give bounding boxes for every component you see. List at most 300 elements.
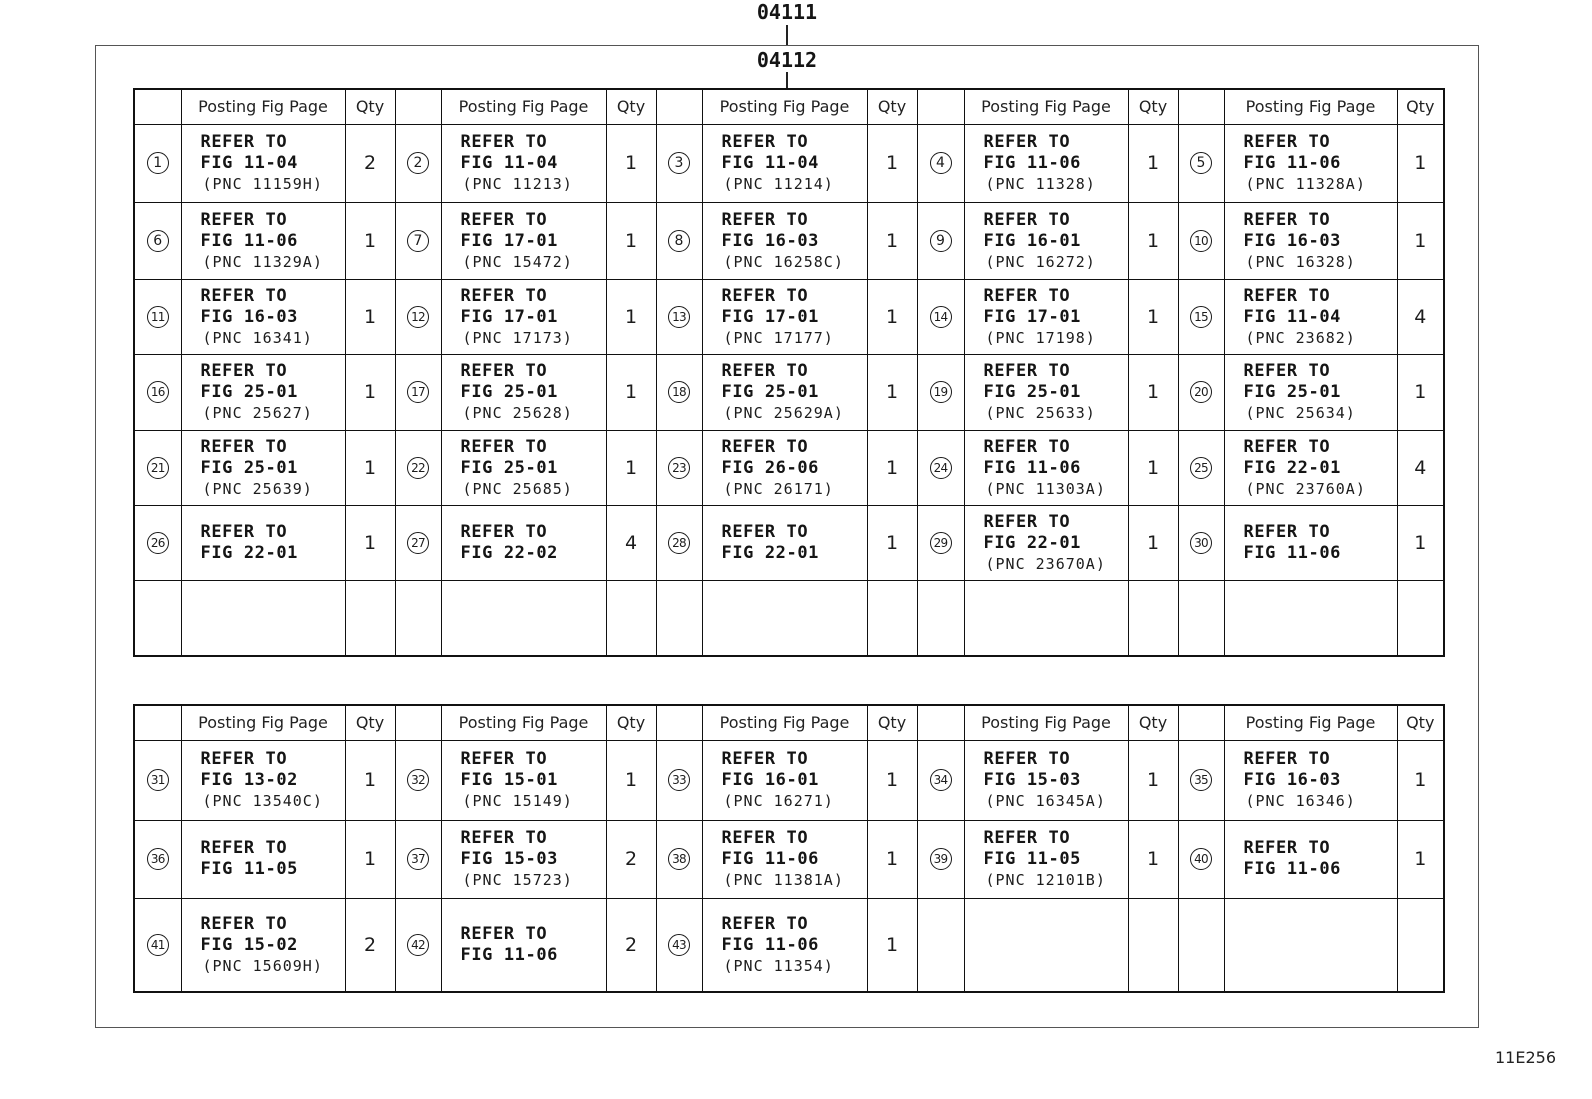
posting-reference (722, 749, 867, 811)
empty-cell (181, 580, 345, 656)
qty-cell: 1 (1128, 202, 1178, 279)
empty-cell (917, 580, 964, 656)
posting-fig-page-cell (702, 124, 867, 202)
fig-page-text: FIG 11-04 (721, 153, 820, 173)
refer-text: REFER TO (460, 521, 548, 542)
fig-page-text: FIG 25-01 (460, 382, 559, 402)
pnc-text: (PNC 11329A) (202, 252, 323, 271)
qty-cell: 1 (1128, 124, 1178, 202)
refer-text: REFER TO (460, 436, 548, 457)
refer-text: REFER TO (200, 521, 288, 542)
empty-cell (1128, 898, 1178, 992)
qty-cell: 1 (345, 202, 395, 279)
item-number-cell (134, 279, 181, 354)
item-number-cell (1178, 820, 1224, 898)
refer-text: REFER TO (1243, 521, 1331, 542)
column-header-posting-fig-page: Posting Fig Page (964, 89, 1128, 124)
column-header-posting-fig-page: Posting Fig Page (1224, 89, 1397, 124)
fig-page-text: FIG 17-01 (983, 306, 1082, 327)
posting-reference (984, 437, 1128, 499)
posting-reference (722, 437, 867, 499)
item-number-badge: 7 (407, 230, 429, 252)
item-number-badge: 1 (147, 152, 169, 174)
column-header-posting-fig-page: Posting Fig Page (964, 705, 1128, 740)
column-header-qty: Qty (345, 705, 395, 740)
fig-page-text: FIG 16-01 (721, 770, 820, 790)
item-number-cell (1178, 354, 1224, 430)
posting-fig-page-cell (441, 279, 606, 354)
fig-page-text: FIG 22-01 (983, 532, 1082, 553)
pnc-text: (PNC 11328A) (1245, 175, 1366, 193)
item-number-cell (917, 740, 964, 820)
qty-cell: 1 (1397, 820, 1444, 898)
fig-page-text: FIG 22-02 (460, 542, 559, 563)
qty-cell: 1 (867, 430, 917, 505)
pnc-text: (PNC 15609H) (202, 956, 323, 975)
pnc-text: (PNC 16258C) (723, 252, 844, 271)
item-number-cell (395, 279, 441, 354)
item-number-badge: 15 (1190, 306, 1212, 328)
fig-page-text: FIG 13-02 (200, 770, 299, 790)
item-number-badge: 10 (1190, 230, 1212, 252)
item-number-cell (656, 279, 702, 354)
column-header-posting-fig-page: Posting Fig Page (702, 89, 867, 124)
refer-text: REFER TO (460, 923, 548, 944)
column-header-index (656, 705, 702, 740)
posting-reference (1244, 210, 1397, 272)
pnc-text: (PNC 11213) (462, 175, 573, 193)
qty-cell: 1 (606, 740, 656, 820)
pnc-text: (PNC 17173) (462, 328, 573, 347)
item-number-cell (1178, 430, 1224, 505)
posting-fig-page-cell (181, 279, 345, 354)
column-header-qty: Qty (1128, 705, 1178, 740)
refer-text: REFER TO (721, 209, 809, 230)
refer-text: REFER TO (200, 361, 288, 381)
item-number-badge: 8 (668, 230, 690, 252)
pnc-text: (PNC 11381A) (723, 871, 844, 889)
refer-text: REFER TO (721, 521, 809, 542)
refer-text: REFER TO (460, 749, 548, 769)
column-header-qty: Qty (606, 89, 656, 124)
item-number-cell (917, 202, 964, 279)
table-row (134, 279, 1444, 354)
posting-fig-page-cell (702, 820, 867, 898)
pnc-text: (PNC 25639) (202, 479, 313, 498)
item-number-cell (134, 505, 181, 580)
qty-cell: 1 (606, 124, 656, 202)
pnc-text: (PNC 12101B) (985, 871, 1106, 889)
item-number-badge: 20 (1190, 381, 1212, 403)
posting-reference (461, 286, 606, 348)
empty-cell (395, 580, 441, 656)
posting-reference (461, 361, 606, 423)
item-number-badge: 27 (407, 532, 429, 554)
posting-reference (461, 749, 606, 811)
parts-table-1 (133, 88, 1445, 657)
fig-page-text: FIG 17-01 (721, 306, 820, 327)
posting-reference (461, 210, 606, 272)
posting-reference (1244, 132, 1397, 194)
pnc-text: (PNC 25633) (985, 404, 1096, 422)
fig-page-text: FIG 15-01 (460, 770, 559, 790)
posting-fig-page-cell (964, 820, 1128, 898)
posting-reference (201, 132, 345, 194)
empty-cell (656, 580, 702, 656)
refer-text: REFER TO (460, 361, 548, 381)
pnc-text: (PNC 23760A) (1245, 479, 1366, 498)
fig-page-text: FIG 15-03 (983, 770, 1082, 790)
qty-cell: 1 (867, 820, 917, 898)
posting-fig-page-cell (181, 505, 345, 580)
item-number-badge: 3 (668, 152, 690, 174)
posting-fig-page-cell (441, 124, 606, 202)
column-header-qty: Qty (606, 705, 656, 740)
posting-fig-page-cell (702, 505, 867, 580)
posting-fig-page-cell (702, 740, 867, 820)
item-number-badge: 38 (668, 848, 690, 870)
posting-fig-page-cell (181, 820, 345, 898)
item-number-cell (134, 820, 181, 898)
qty-cell: 1 (606, 279, 656, 354)
column-header-index (917, 705, 964, 740)
refer-text: REFER TO (983, 209, 1071, 230)
refer-text: REFER TO (200, 913, 288, 934)
fig-page-text: FIG 11-06 (983, 153, 1082, 173)
empty-cell (1224, 580, 1397, 656)
column-header-index (134, 705, 181, 740)
fig-page-text: FIG 11-06 (200, 230, 299, 251)
item-number-badge: 12 (407, 306, 429, 328)
posting-fig-page-cell (702, 898, 867, 992)
fig-page-text: FIG 26-06 (721, 457, 820, 478)
pnc-text: (PNC 17198) (985, 328, 1096, 347)
fig-page-text: FIG 16-03 (1243, 230, 1342, 251)
fig-page-text: FIG 16-03 (721, 230, 820, 251)
item-number-badge: 4 (930, 152, 952, 174)
refer-text: REFER TO (1243, 285, 1331, 306)
posting-reference (461, 522, 606, 564)
refer-text: REFER TO (721, 436, 809, 457)
posting-fig-page-cell (964, 740, 1128, 820)
table-row (134, 740, 1444, 820)
pnc-text: (PNC 25685) (462, 479, 573, 498)
posting-fig-page-cell (702, 279, 867, 354)
fig-page-text: FIG 25-01 (721, 382, 820, 402)
item-number-cell (395, 354, 441, 430)
group-code-04112: 04112 (756, 48, 818, 72)
qty-cell: 1 (867, 124, 917, 202)
empty-cell (964, 580, 1128, 656)
fig-page-text: FIG 11-06 (721, 849, 820, 869)
column-header-posting-fig-page: Posting Fig Page (181, 705, 345, 740)
qty-cell: 1 (867, 740, 917, 820)
item-number-badge: 9 (930, 230, 952, 252)
item-number-cell (134, 430, 181, 505)
qty-cell: 4 (606, 505, 656, 580)
posting-reference (1244, 749, 1397, 811)
item-number-badge: 17 (407, 381, 429, 403)
pnc-text: (PNC 11328) (985, 175, 1096, 193)
posting-fig-page-cell (1224, 430, 1397, 505)
empty-cell (867, 580, 917, 656)
posting-fig-page-cell (441, 820, 606, 898)
pnc-text: (PNC 26171) (723, 479, 834, 498)
item-number-badge: 34 (930, 769, 952, 791)
fig-page-text: FIG 25-01 (200, 382, 299, 402)
qty-cell: 1 (1397, 202, 1444, 279)
item-number-cell (134, 202, 181, 279)
table-row (134, 898, 1444, 992)
qty-cell: 1 (1397, 124, 1444, 202)
qty-cell: 2 (345, 124, 395, 202)
empty-cell (1178, 898, 1224, 992)
table-row (134, 430, 1444, 505)
refer-text: REFER TO (460, 285, 548, 306)
empty-cell (441, 580, 606, 656)
posting-reference (201, 914, 345, 976)
item-number-cell (134, 124, 181, 202)
item-number-badge: 13 (668, 306, 690, 328)
qty-cell: 1 (867, 354, 917, 430)
posting-fig-page-cell (181, 430, 345, 505)
posting-fig-page-cell (441, 740, 606, 820)
refer-text: REFER TO (721, 913, 809, 934)
pnc-text: (PNC 16328) (1245, 252, 1356, 271)
posting-reference (461, 437, 606, 499)
posting-fig-page-cell (181, 124, 345, 202)
qty-cell: 1 (345, 430, 395, 505)
leader-line-top (786, 25, 788, 45)
refer-text: REFER TO (1243, 361, 1331, 381)
qty-cell: 1 (1397, 740, 1444, 820)
refer-text: REFER TO (460, 828, 548, 848)
item-number-badge: 21 (147, 457, 169, 479)
item-number-badge: 24 (930, 457, 952, 479)
item-number-badge: 28 (668, 532, 690, 554)
column-header-posting-fig-page: Posting Fig Page (441, 89, 606, 124)
refer-text: REFER TO (1243, 436, 1331, 457)
pnc-text: (PNC 23670A) (985, 554, 1106, 573)
qty-cell: 1 (1128, 354, 1178, 430)
fig-page-text: FIG 15-03 (460, 849, 559, 869)
qty-cell: 2 (345, 898, 395, 992)
table-row (134, 580, 1444, 656)
item-number-cell (395, 898, 441, 992)
item-number-cell (656, 202, 702, 279)
qty-cell: 1 (606, 430, 656, 505)
item-number-badge: 5 (1190, 152, 1212, 174)
column-header-posting-fig-page: Posting Fig Page (441, 705, 606, 740)
fig-page-text: FIG 17-01 (460, 306, 559, 327)
posting-reference (984, 828, 1128, 890)
fig-page-text: FIG 11-06 (721, 934, 820, 955)
posting-fig-page-cell (1224, 202, 1397, 279)
empty-cell (1224, 898, 1397, 992)
item-number-cell (656, 505, 702, 580)
column-header-qty: Qty (1397, 89, 1444, 124)
qty-cell: 2 (606, 898, 656, 992)
pnc-text: (PNC 16271) (723, 792, 834, 810)
refer-text: REFER TO (983, 511, 1071, 532)
item-number-cell (656, 740, 702, 820)
posting-reference (984, 286, 1128, 348)
refer-text: REFER TO (721, 749, 809, 769)
qty-cell: 1 (1128, 505, 1178, 580)
posting-fig-page-cell (181, 740, 345, 820)
qty-cell: 1 (867, 505, 917, 580)
item-number-badge: 11 (147, 306, 169, 328)
fig-page-text: FIG 11-06 (1243, 859, 1342, 879)
posting-reference (201, 210, 345, 272)
pnc-text: (PNC 13540C) (202, 792, 323, 810)
fig-page-text: FIG 11-06 (1243, 542, 1342, 563)
posting-fig-page-cell (964, 202, 1128, 279)
qty-cell: 1 (1128, 740, 1178, 820)
posting-fig-page-cell (181, 354, 345, 430)
item-number-badge: 29 (930, 532, 952, 554)
item-number-badge: 43 (668, 934, 690, 956)
posting-reference (984, 512, 1128, 574)
posting-reference (722, 132, 867, 194)
fig-page-text: FIG 22-01 (1243, 457, 1342, 478)
item-number-badge: 33 (668, 769, 690, 791)
pnc-text: (PNC 11354) (723, 956, 834, 975)
posting-reference (201, 437, 345, 499)
parts-table-2 (133, 704, 1445, 993)
pnc-text: (PNC 16272) (985, 252, 1096, 271)
empty-cell (1397, 580, 1444, 656)
posting-fig-page-cell (441, 354, 606, 430)
fig-page-text: FIG 11-05 (983, 849, 1082, 869)
item-number-badge: 32 (407, 769, 429, 791)
posting-fig-page-cell (1224, 354, 1397, 430)
qty-cell: 1 (345, 505, 395, 580)
pnc-text: (PNC 23682) (1245, 328, 1356, 347)
item-number-cell (656, 124, 702, 202)
fig-page-text: FIG 16-03 (1243, 770, 1342, 790)
item-number-badge: 23 (668, 457, 690, 479)
posting-fig-page-cell (702, 430, 867, 505)
qty-cell: 1 (1128, 430, 1178, 505)
item-number-cell (917, 124, 964, 202)
refer-text: REFER TO (1243, 838, 1331, 858)
refer-text: REFER TO (983, 436, 1071, 457)
fig-page-text: FIG 16-01 (983, 230, 1082, 251)
column-header-index (395, 705, 441, 740)
item-number-badge: 26 (147, 532, 169, 554)
posting-reference (722, 914, 867, 976)
item-number-cell (656, 430, 702, 505)
pnc-text: (PNC 17177) (723, 328, 834, 347)
item-number-badge: 6 (147, 230, 169, 252)
column-header-index (917, 89, 964, 124)
empty-cell (1178, 580, 1224, 656)
column-header-index (134, 89, 181, 124)
posting-reference (1244, 437, 1397, 499)
item-number-cell (917, 505, 964, 580)
refer-text: REFER TO (983, 828, 1071, 848)
item-number-cell (395, 124, 441, 202)
posting-fig-page-cell (1224, 124, 1397, 202)
item-number-badge: 30 (1190, 532, 1212, 554)
item-number-cell (395, 430, 441, 505)
item-number-badge: 41 (147, 934, 169, 956)
qty-cell: 1 (1128, 820, 1178, 898)
item-number-badge: 35 (1190, 769, 1212, 791)
refer-text: REFER TO (1243, 749, 1331, 769)
qty-cell: 1 (867, 279, 917, 354)
item-number-cell (1178, 202, 1224, 279)
qty-cell: 1 (1397, 505, 1444, 580)
pnc-text: (PNC 25629A) (723, 404, 844, 422)
empty-cell (917, 898, 964, 992)
empty-cell (1397, 898, 1444, 992)
qty-cell: 1 (867, 202, 917, 279)
fig-page-text: FIG 25-01 (1243, 382, 1342, 402)
item-number-cell (917, 354, 964, 430)
refer-text: REFER TO (460, 209, 548, 230)
empty-cell (1128, 580, 1178, 656)
posting-reference (461, 924, 606, 966)
item-number-cell (1178, 505, 1224, 580)
column-header-posting-fig-page: Posting Fig Page (181, 89, 345, 124)
posting-fig-page-cell (1224, 820, 1397, 898)
refer-text: REFER TO (200, 749, 288, 769)
column-header-index (656, 89, 702, 124)
figure-id-label: 11E256 (1494, 1048, 1556, 1067)
item-number-badge: 16 (147, 381, 169, 403)
posting-fig-page-cell (441, 430, 606, 505)
posting-reference (984, 749, 1128, 811)
item-number-badge: 19 (930, 381, 952, 403)
posting-reference (201, 361, 345, 423)
item-number-badge: 42 (407, 934, 429, 956)
posting-reference (201, 286, 345, 348)
pnc-text: (PNC 11303A) (985, 479, 1106, 498)
posting-fig-page-cell (181, 898, 345, 992)
item-number-cell (917, 820, 964, 898)
pnc-text: (PNC 25628) (462, 404, 573, 422)
posting-reference (984, 210, 1128, 272)
posting-reference (1244, 522, 1397, 564)
posting-fig-page-cell (181, 202, 345, 279)
fig-page-text: FIG 11-06 (983, 457, 1082, 478)
item-number-badge: 22 (407, 457, 429, 479)
refer-text: REFER TO (1243, 209, 1331, 230)
pnc-text: (PNC 16341) (202, 328, 313, 347)
qty-cell: 1 (1128, 279, 1178, 354)
item-number-cell (134, 354, 181, 430)
posting-reference (984, 361, 1128, 423)
posting-reference (722, 286, 867, 348)
item-number-cell (1178, 279, 1224, 354)
fig-page-text: FIG 25-01 (983, 382, 1082, 402)
refer-text: REFER TO (983, 132, 1071, 152)
pnc-text: (PNC 15472) (462, 252, 573, 271)
column-header-qty: Qty (867, 89, 917, 124)
leader-line-sub (786, 72, 788, 88)
item-number-cell (395, 202, 441, 279)
item-number-cell (395, 740, 441, 820)
fig-page-text: FIG 22-01 (721, 542, 820, 563)
pnc-text: (PNC 25627) (202, 404, 313, 422)
item-number-cell (656, 354, 702, 430)
header-row (134, 705, 1444, 740)
posting-reference (722, 522, 867, 564)
posting-reference (722, 210, 867, 272)
item-number-badge: 39 (930, 848, 952, 870)
